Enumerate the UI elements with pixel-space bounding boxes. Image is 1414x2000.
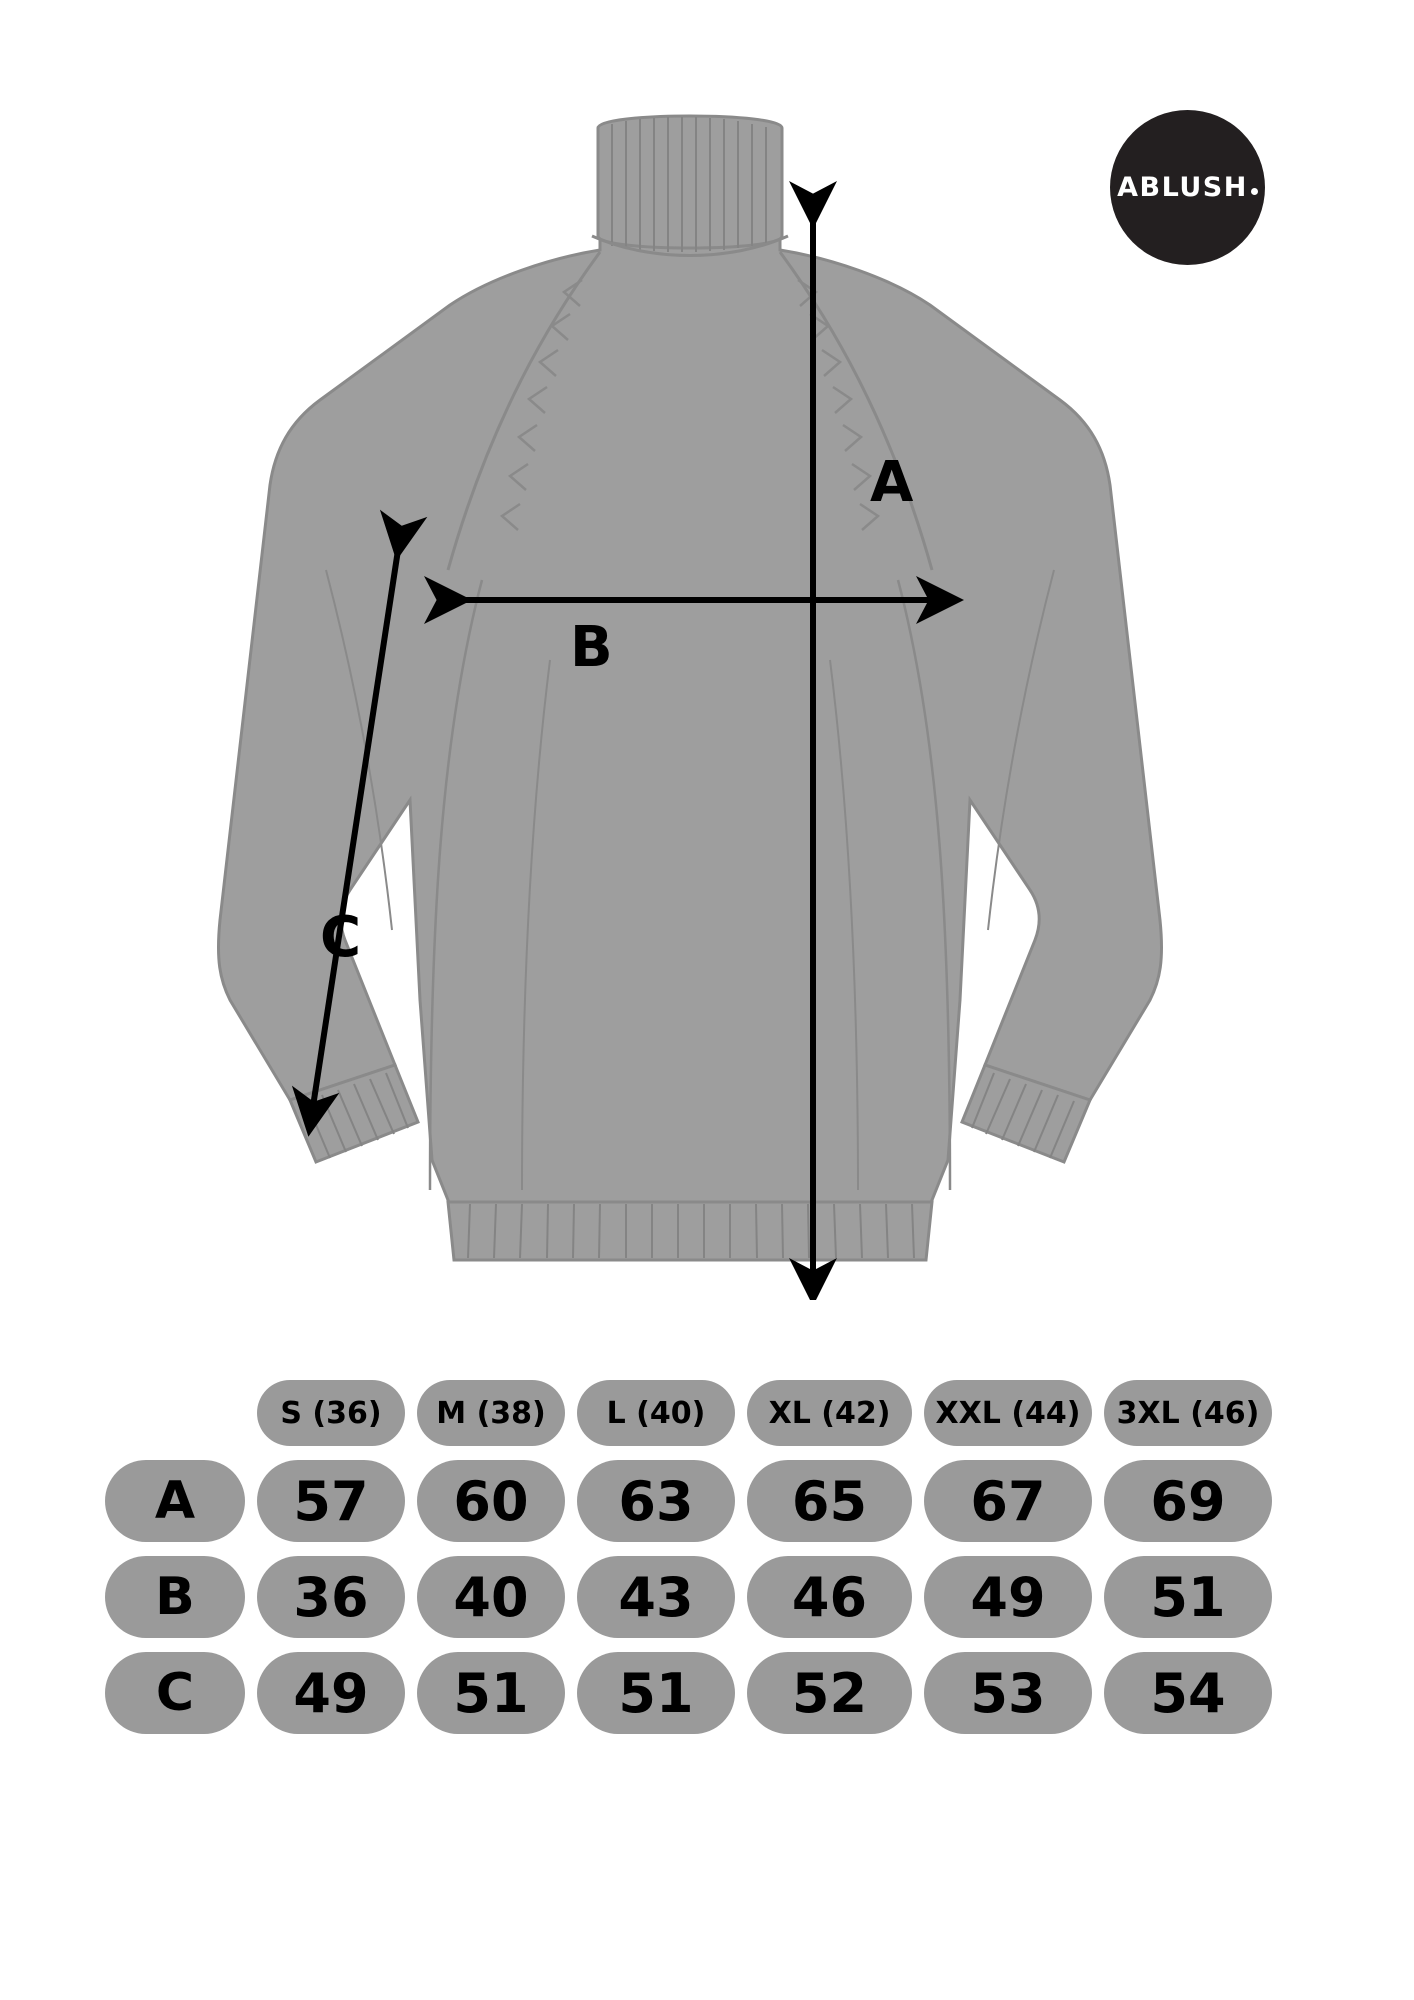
cell-c-xxl: 53 <box>924 1652 1092 1734</box>
brand-dot-icon <box>1251 188 1258 195</box>
sweater-illustration <box>218 116 1161 1260</box>
cell-a-s: 57 <box>257 1460 405 1542</box>
cell-c-m: 51 <box>417 1652 565 1734</box>
table-corner-cell <box>105 1380 245 1446</box>
table-row <box>105 1556 1305 1638</box>
table-header-xxl: XXL (44) <box>924 1380 1092 1446</box>
size-chart-table <box>105 1380 1305 1748</box>
cell-c-xl: 52 <box>747 1652 912 1734</box>
brand-name: ABLUSH <box>1117 172 1258 203</box>
table-header-xl: XL (42) <box>747 1380 912 1446</box>
cell-c-s: 49 <box>257 1652 405 1734</box>
cell-a-l: 63 <box>577 1460 735 1542</box>
table-header-s: S (36) <box>257 1380 405 1446</box>
garment-diagram <box>130 100 1250 1300</box>
cell-a-3xl: 69 <box>1104 1460 1272 1542</box>
cell-b-s: 36 <box>257 1556 405 1638</box>
row-label-a: A <box>105 1460 245 1542</box>
cell-b-xxl: 49 <box>924 1556 1092 1638</box>
cell-a-xl: 65 <box>747 1460 912 1542</box>
cell-a-m: 60 <box>417 1460 565 1542</box>
cell-b-3xl: 51 <box>1104 1556 1272 1638</box>
table-row <box>105 1460 1305 1542</box>
cell-b-m: 40 <box>417 1556 565 1638</box>
row-label-b: B <box>105 1556 245 1638</box>
measure-label-b: B <box>570 615 613 680</box>
measure-label-c: C <box>320 905 362 970</box>
table-header-m: M (38) <box>417 1380 565 1446</box>
table-row <box>105 1652 1305 1734</box>
cell-a-xxl: 67 <box>924 1460 1092 1542</box>
row-label-c: C <box>105 1652 245 1734</box>
measure-label-a: A <box>870 450 914 515</box>
cell-b-xl: 46 <box>747 1556 912 1638</box>
cell-c-3xl: 54 <box>1104 1652 1272 1734</box>
cell-b-l: 43 <box>577 1556 735 1638</box>
cell-c-l: 51 <box>577 1652 735 1734</box>
table-header-row <box>105 1380 1305 1446</box>
table-header-3xl: 3XL (46) <box>1104 1380 1272 1446</box>
table-header-l: L (40) <box>577 1380 735 1446</box>
